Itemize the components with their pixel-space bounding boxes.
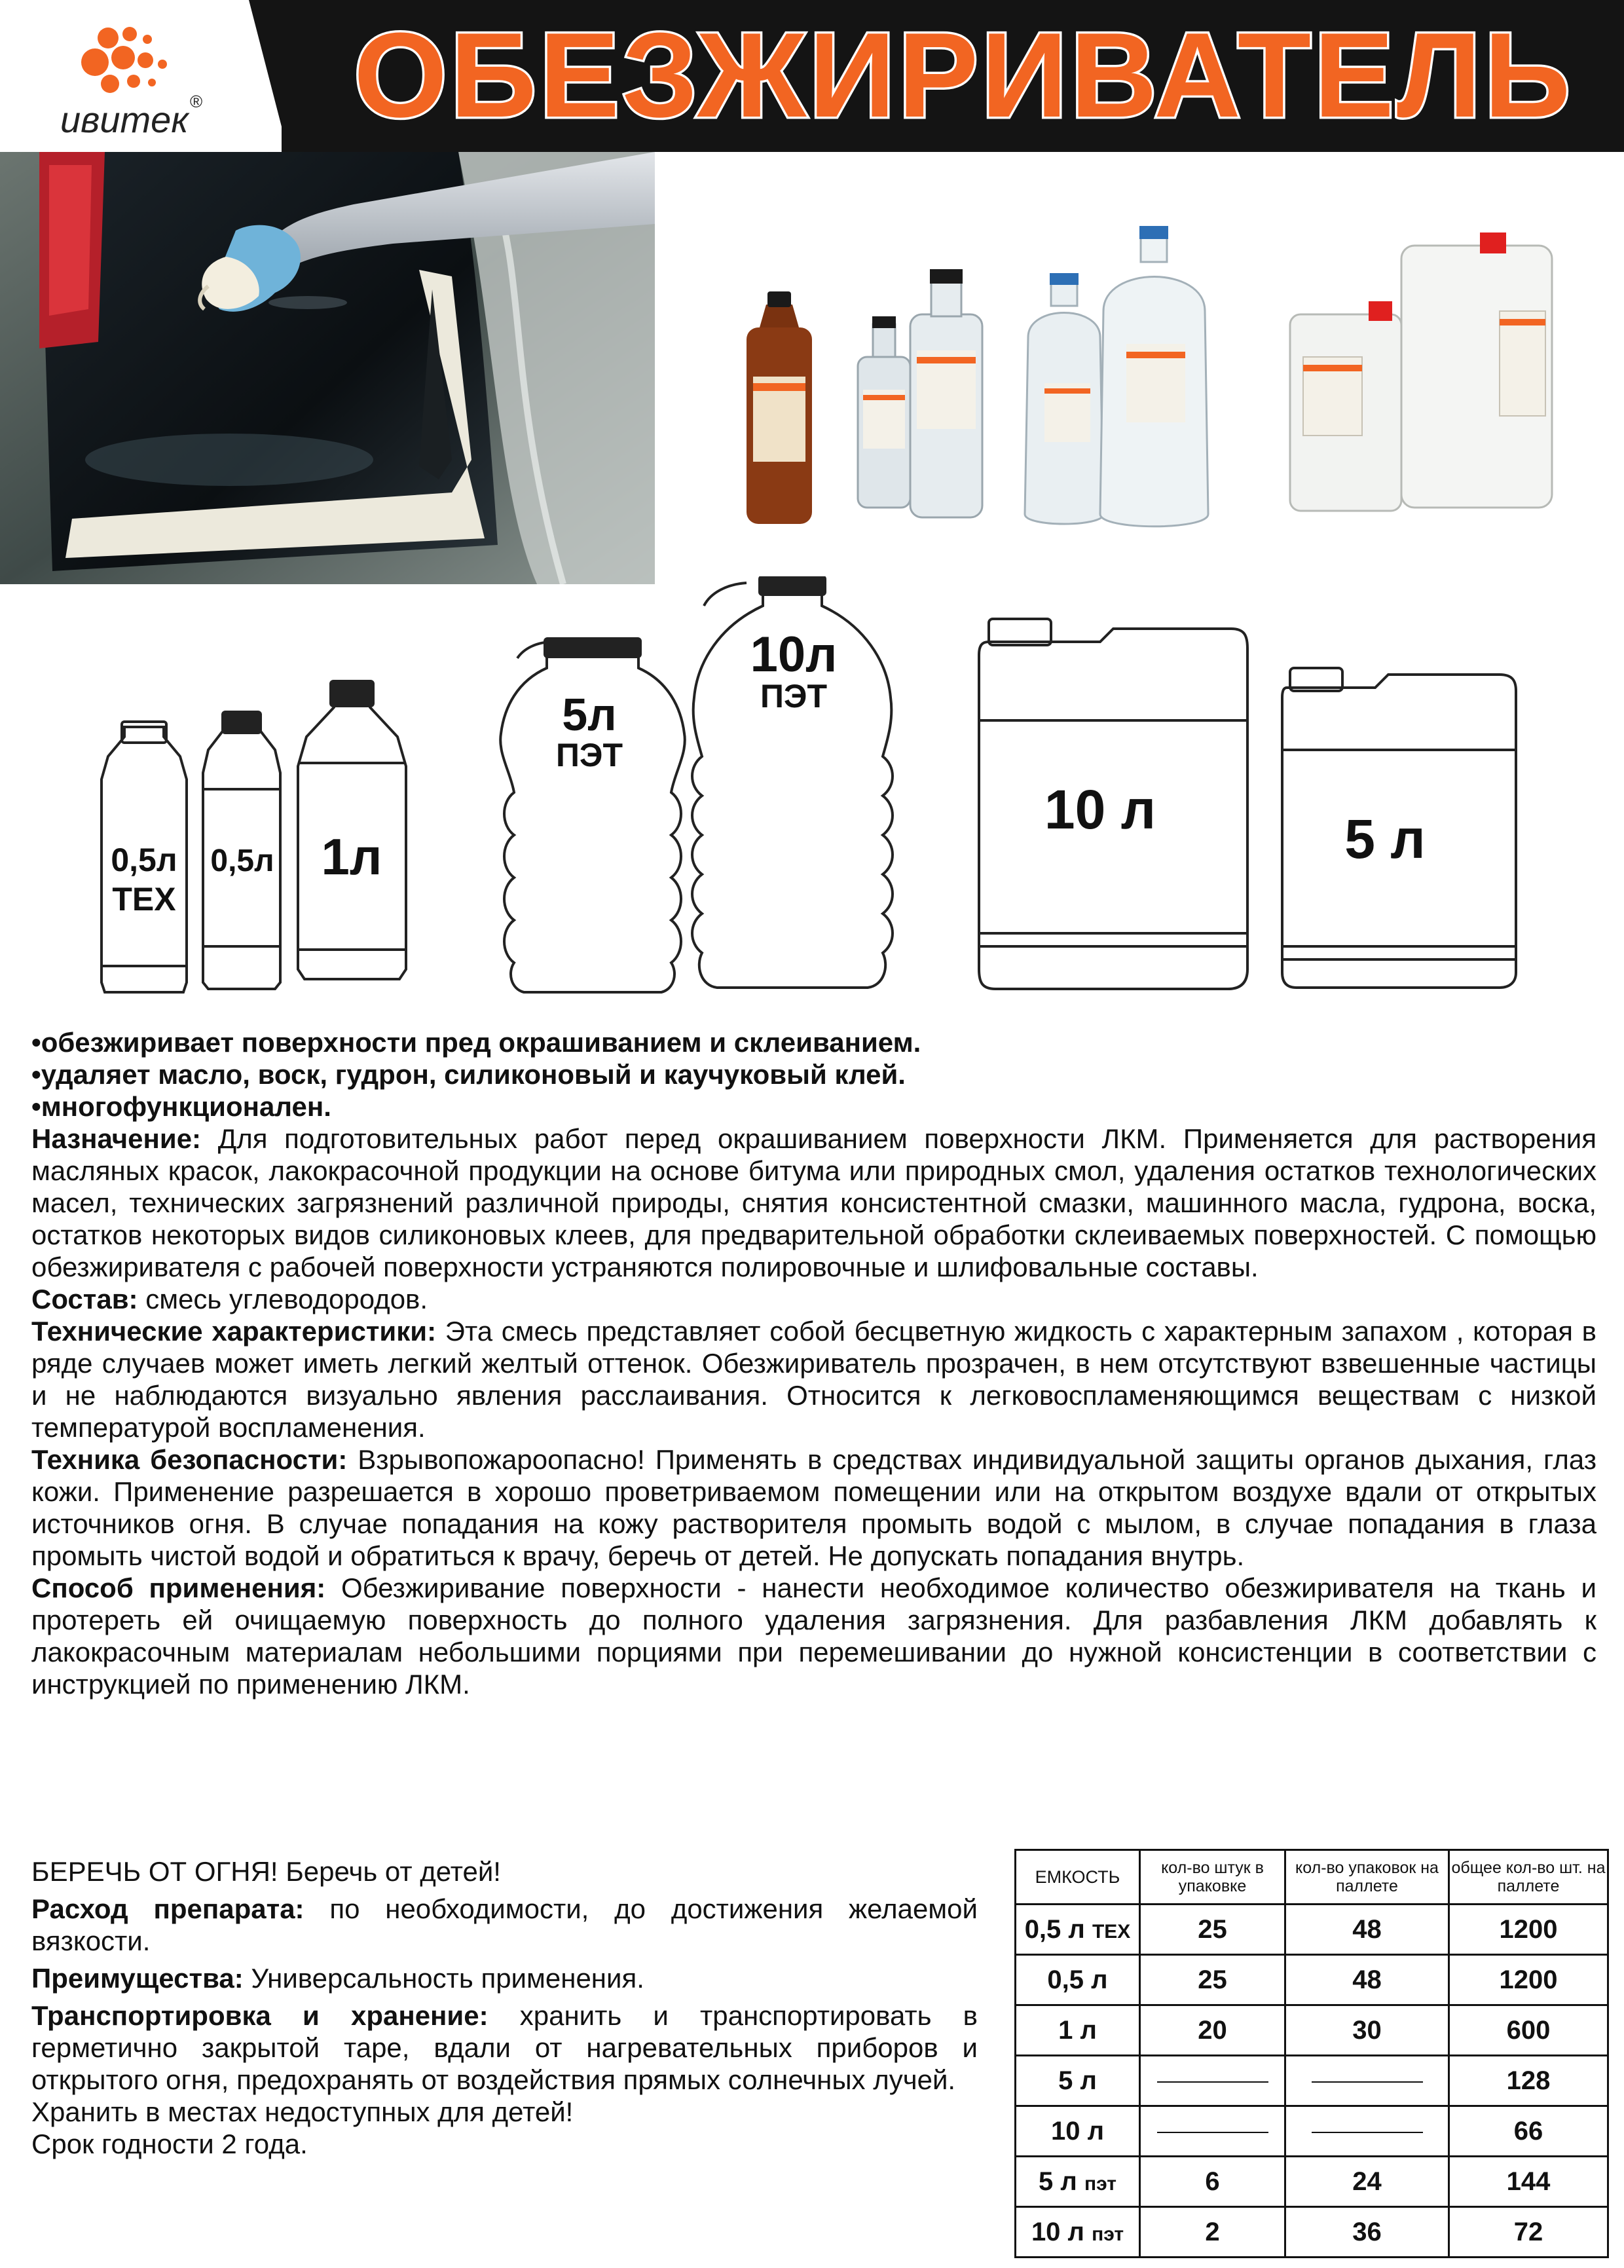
packaging-table — [1014, 1849, 1609, 2258]
table-row — [1016, 1955, 1608, 2005]
row-packs — [1285, 2106, 1449, 2157]
row-size: 10 л — [1016, 2106, 1140, 2157]
safety-label: Техника безопасности: — [31, 1444, 348, 1475]
row-per-pack: 2 — [1140, 2207, 1285, 2258]
empty-dash — [1157, 2081, 1268, 2083]
purpose-label: Назначение: — [31, 1123, 202, 1154]
table-row — [1016, 1905, 1608, 1955]
canister-5l — [1290, 301, 1401, 511]
row-size: 1 л — [1016, 2005, 1140, 2056]
row-total: 128 — [1449, 2056, 1608, 2106]
col-total-per-pallet: общее кол-во шт. на паллете — [1449, 1850, 1608, 1905]
row-total: 66 — [1449, 2106, 1608, 2157]
canister-5l-volume: 5 л — [1344, 808, 1426, 870]
advantages-paragraph — [31, 1962, 978, 1994]
safety-text: Взрывопожароопасно! Применять в средствах индивидуальной защиты органов дыхания, глаз кожи. Применение разрешается в хорошо проветриваемом помещении или на открытом воздухе вдали от открытых источников огня. В случае попадания на кожу растворителя промыть водой с мылом, в случае попадания в глаза промыть чистой водой и обратиться к врачу, беречь от детей. Не допускать попадания внутрь. — [31, 1444, 1596, 1571]
row-size: 0,5 л — [1016, 1955, 1140, 2005]
bullet-1: •обезжиривает поверхности пред окрашиванием и склеиванием. — [31, 1027, 921, 1058]
table-row — [1016, 2207, 1608, 2258]
pet-10l-sub: ПЭТ — [760, 678, 828, 715]
empty-dash — [1157, 2132, 1268, 2133]
usage-paragraph — [31, 1572, 1596, 1700]
tech-text: Эта смесь представляет собой бесцветную жидкость с характерным запахом , которая в ряде случаев может иметь легкий желтый оттенок. Обезжириватель прозрачен, в нем отсутствуют взвешенные частицы и не наблюдаются визуально явления расслаивания. Относится к легковоспламеняющимся веществам с низкой температурой воспламенения. — [31, 1316, 1596, 1443]
empty-dash — [1312, 2132, 1423, 2133]
table-row — [1016, 2157, 1608, 2207]
table-row — [1016, 2106, 1608, 2157]
bullet-3: •многофункционален. — [31, 1091, 331, 1122]
children-warning: Хранить в местах недоступных для детей! — [31, 2096, 574, 2127]
bullet-2: •удаляет масло, воск, гудрон, силиконовый и каучуковый клей. — [31, 1059, 906, 1090]
bottle-05l-drawing — [203, 712, 280, 989]
bottle-05l-volume: 0,5л — [210, 844, 274, 878]
row-packs: 24 — [1285, 2157, 1449, 2207]
col-per-pack: кол-во штук в упаковке — [1140, 1850, 1285, 1905]
col-packs-per-pallet: кол-во упаковок на паллете — [1285, 1850, 1449, 1905]
page-title: ОБЕЗЖИРИВАТЕЛЬ — [354, 7, 1574, 142]
pet-5l-sub: ПЭТ — [555, 737, 623, 773]
row-total: 1200 — [1449, 1905, 1608, 1955]
brand-name: ивитек — [60, 99, 189, 140]
bottle-1l-volume: 1л — [321, 828, 382, 885]
composition-label: Состав: — [31, 1284, 138, 1314]
table-row — [1016, 2005, 1608, 2056]
purpose-paragraph — [31, 1123, 1596, 1283]
empty-dash — [1312, 2081, 1423, 2083]
canister-10l-volume: 10 л — [1044, 779, 1156, 840]
lower-text — [31, 1855, 978, 2165]
row-size: 5 л пэт — [1016, 2157, 1140, 2207]
fire-warning: БЕРЕЧЬ ОТ ОГНЯ! Беречь от детей! — [31, 1856, 501, 1887]
storage-text: хранить и транспортировать в герметично закрытой таре, вдали от нагревательных приборов и открытого огня, предохранять от воздействия прямых солнечных лучей. — [31, 2000, 978, 2095]
shelf-life: Срок годности 2 года. — [31, 2129, 308, 2159]
bottle-1l-drawing — [298, 681, 406, 979]
brown-bottle — [747, 291, 812, 524]
canister-10l-drawing — [979, 619, 1247, 989]
col-capacity: ЕМКОСТЬ — [1016, 1850, 1140, 1905]
row-per-pack — [1140, 2056, 1285, 2106]
storage-label: Транспортировка и хранение: — [31, 2000, 489, 2031]
table-header-row — [1016, 1850, 1608, 1905]
usage-text: Обезжиривание поверхности - нанести необходимое количество обезжиривателя на ткань и протереть ей очищаемую поверхность до полного удаления загрязнения. Для разбавления ЛКМ добавлять к лакокрасочным материалам небольшими порциями при перемешивании до нужной консистенции в соответствии с инструкцией по применению ЛКМ. — [31, 1572, 1596, 1700]
small-clear-bottle — [858, 316, 910, 508]
row-total: 72 — [1449, 2207, 1608, 2258]
application-photo — [0, 152, 655, 584]
safety-paragraph — [31, 1443, 1596, 1572]
row-packs: 48 — [1285, 1905, 1449, 1955]
container-drawings — [0, 576, 1624, 1009]
tech-label: Технические характеристики: — [31, 1316, 437, 1347]
row-packs: 48 — [1285, 1955, 1449, 2005]
clear-bottle-1l — [910, 269, 982, 517]
row-packs — [1285, 2056, 1449, 2106]
description-text — [31, 1026, 1596, 1700]
page-header — [0, 0, 1624, 152]
pet-bottle-10l — [1100, 226, 1208, 527]
storage-paragraph — [31, 1999, 978, 2096]
table-row — [1016, 2056, 1608, 2106]
row-packs: 30 — [1285, 2005, 1449, 2056]
canister-5l-drawing — [1282, 668, 1516, 988]
consumption-text: по необходимости, до достижения желаемой вязкости. — [31, 1893, 978, 1956]
row-size: 0,5 л ТЕХ — [1016, 1905, 1140, 1955]
row-size: 5 л — [1016, 2056, 1140, 2106]
row-per-pack: 20 — [1140, 2005, 1285, 2056]
purpose-text: Для подготовительных работ перед окрашиванием поверхности ЛКМ. Применяется для растворения масляных красок, лакокрасочной продукции на основе битума или природных смол, удаления остатков технологических масел, технических загрязнений различной природы, снятия консистентной смазки, машинного масла, гудрона, воска, остатков некоторых видов силиконовых клеев, для предварительной обработки склеиваемых поверхностей. С помощью обезжиривателя с рабочей поверхности устраняются полировочные и шлифовальные составы. — [31, 1123, 1596, 1282]
row-per-pack: 25 — [1140, 1955, 1285, 2005]
pet-5l-drawing — [500, 639, 685, 992]
canister-10l — [1401, 232, 1552, 508]
row-total: 600 — [1449, 2005, 1608, 2056]
products-photo — [720, 206, 1624, 573]
row-per-pack: 25 — [1140, 1905, 1285, 1955]
bottle-05l-tex-volume: 0,5л — [111, 842, 177, 878]
row-total: 144 — [1449, 2157, 1608, 2207]
bottle-05l-tex-sub: ТЕХ — [112, 881, 176, 918]
bottle-05l-tex-drawing — [101, 722, 187, 992]
pet-10l-drawing — [692, 576, 893, 988]
row-per-pack — [1140, 2106, 1285, 2157]
row-packs: 36 — [1285, 2207, 1449, 2258]
consumption-paragraph — [31, 1893, 978, 1957]
composition-text: смесь углеводородов. — [138, 1284, 428, 1314]
row-per-pack: 6 — [1140, 2157, 1285, 2207]
row-size: 10 л пэт — [1016, 2207, 1140, 2258]
usage-label: Способ применения: — [31, 1572, 326, 1603]
advantages-text: Универсальность применения. — [243, 1963, 644, 1994]
registered-mark: ® — [190, 92, 203, 111]
advantages-label: Преимущества: — [31, 1963, 244, 1994]
pet-5l-volume: 5л — [562, 689, 617, 740]
pet-bottle-5l — [1025, 273, 1103, 524]
tech-paragraph — [31, 1315, 1596, 1443]
row-total: 1200 — [1449, 1955, 1608, 2005]
pet-10l-volume: 10л — [750, 627, 838, 682]
consumption-label: Расход препарата: — [31, 1893, 304, 1924]
composition-paragraph — [31, 1283, 1596, 1315]
